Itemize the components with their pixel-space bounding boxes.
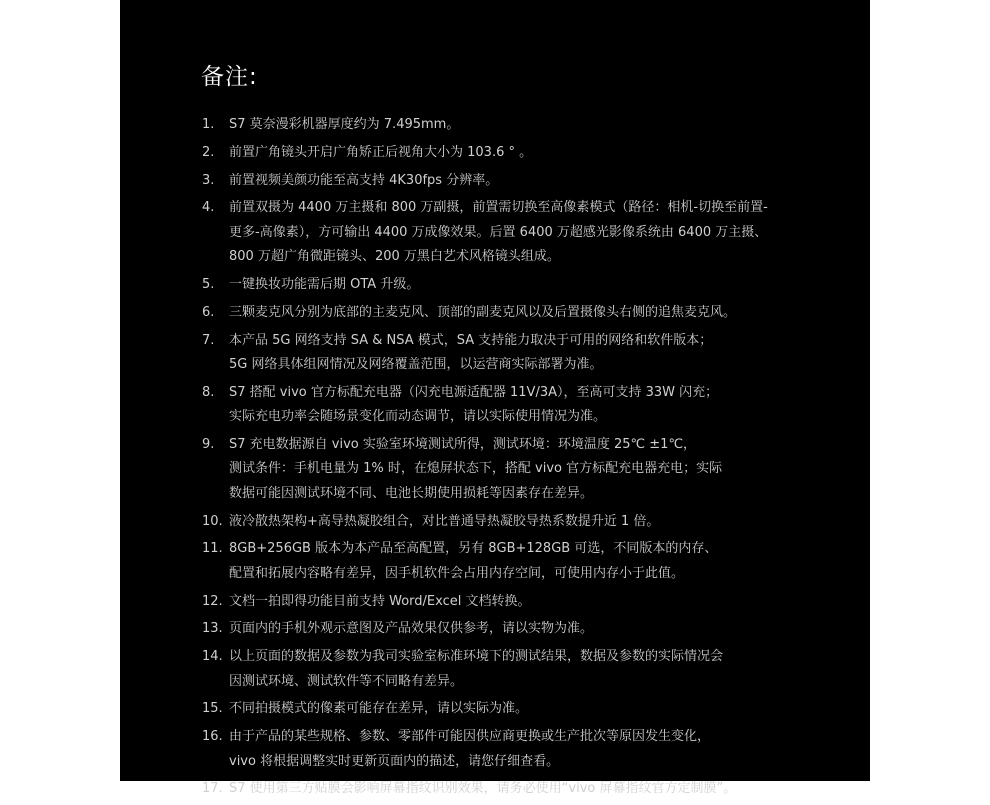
note-line: 不同拍摄模式的像素可能存在差异，请以实际为准。 bbox=[229, 701, 529, 717]
note-number: 13. bbox=[202, 621, 223, 637]
note-item bbox=[202, 113, 852, 137]
note-line: 8GB+256GB 版本为本产品至高配置，另有 8GB+128GB 可选，不同版本的内存、 bbox=[229, 541, 718, 557]
note-text bbox=[229, 617, 852, 641]
note-line: 前置广角镜头开启广角矫正后视角大小为 103.6 ° 。 bbox=[229, 144, 533, 160]
note-number: 1. bbox=[202, 117, 215, 132]
note-line: 测试条件：手机电量为 1% 时，在熄屏状态下，搭配 vivo 官方标配充电器充电；实际 bbox=[229, 461, 723, 477]
note-line: 实际充电功率会随场景变化而动态调节，请以实际使用情况为准。 bbox=[229, 409, 607, 425]
note-item bbox=[202, 777, 852, 801]
note-item bbox=[202, 273, 852, 297]
note-number: 7. bbox=[202, 332, 215, 348]
note-number: 4. bbox=[202, 200, 215, 216]
note-line: 前置视频美颜功能至高支持 4K30fps 分辨率。 bbox=[229, 172, 499, 188]
note-text bbox=[229, 433, 852, 506]
note-text bbox=[229, 590, 852, 614]
note-number: 11. bbox=[202, 541, 223, 557]
note-text bbox=[229, 169, 852, 193]
note-number: 16. bbox=[202, 729, 223, 745]
note-line: 一键换妆功能需后期 OTA 升级。 bbox=[229, 277, 420, 292]
note-line: S7 使用第三方贴膜会影响屏幕指纹识别效果，请务必使用“vivo 屏幕指纹官方定制膜”。 bbox=[229, 781, 737, 797]
note-line: vivo 将根据调整实时更新页面内的描述，请您仔细查看。 bbox=[229, 753, 560, 769]
note-item bbox=[202, 590, 852, 614]
note-line: 数据可能因测试环境不同、电池长期使用损耗等因素存在差异。 bbox=[229, 485, 594, 501]
note-number: 10. bbox=[202, 513, 223, 529]
note-number: 9. bbox=[202, 437, 215, 452]
note-item bbox=[202, 433, 852, 506]
note-line: 三颗麦克风分别为底部的主麦克风、顶部的副麦克风以及后置摄像头右侧的追焦麦克风。 bbox=[229, 304, 737, 320]
note-item bbox=[202, 645, 852, 694]
note-number: 12. bbox=[202, 593, 223, 609]
note-line: 800 万超广角微距镜头、200 万黑白艺术风格镜头组成。 bbox=[229, 249, 560, 265]
note-number: 15. bbox=[202, 701, 223, 717]
note-item bbox=[202, 617, 852, 641]
note-text bbox=[229, 301, 852, 325]
notes-title: 备注: bbox=[201, 64, 258, 90]
note-line: S7 充电数据源自 vivo 实验室环境测试所得，测试环境：环境温度 25℃ ±1℃， bbox=[229, 437, 697, 452]
note-number: 3. bbox=[202, 172, 215, 188]
note-text bbox=[229, 725, 852, 774]
note-line: S7 莫奈漫彩机器厚度约为 7.495mm。 bbox=[229, 117, 460, 132]
note-text bbox=[229, 196, 852, 269]
note-item bbox=[202, 196, 852, 269]
note-item bbox=[202, 301, 852, 325]
note-item bbox=[202, 725, 852, 774]
note-line: 前置双摄为 4400 万主摄和 800 万副摄，前置需切换至高像素模式（路径：相机-切换至前置- bbox=[229, 200, 768, 216]
notes-list bbox=[202, 113, 852, 805]
note-text bbox=[229, 510, 852, 534]
note-line: 更多-高像素），方可输出 4400 万成像效果。后置 6400 万超感光影像系统由 6400 万主摄、 bbox=[229, 224, 768, 240]
note-number: 6. bbox=[202, 304, 215, 320]
note-line: 由于产品的某些规格、参数、零部件可能因供应商更换或生产批次等原因发生变化， bbox=[229, 729, 711, 745]
note-line: 以上页面的数据及参数为我司实验室标准环境下的测试结果，数据及参数的实际情况会 bbox=[229, 649, 724, 665]
note-text bbox=[229, 537, 852, 586]
note-line: 页面内的手机外观示意图及产品效果仅供参考，请以实物为准。 bbox=[229, 621, 594, 637]
note-text bbox=[229, 329, 852, 378]
note-line: 文档一拍即得功能目前支持 Word/Excel 文档转换。 bbox=[229, 593, 531, 609]
note-text bbox=[229, 645, 852, 694]
note-item bbox=[202, 169, 852, 193]
note-item bbox=[202, 697, 852, 721]
note-line: 因测试环境、测试软件等不同略有差异。 bbox=[229, 673, 464, 689]
note-text bbox=[229, 777, 852, 801]
note-item bbox=[202, 381, 852, 430]
note-number: 17. bbox=[202, 781, 223, 797]
note-text bbox=[229, 697, 852, 721]
notes-panel bbox=[120, 0, 870, 797]
note-item bbox=[202, 329, 852, 378]
note-number: 8. bbox=[202, 384, 215, 400]
note-item bbox=[202, 141, 852, 165]
note-line: 5G 网络具体组网情况及网络覆盖范围，以运营商实际部署为准。 bbox=[229, 357, 603, 372]
note-text bbox=[229, 113, 852, 137]
note-text bbox=[229, 273, 852, 297]
note-line: 液冷散热架构+高导热凝胶组合，对比普通导热凝胶导热系数提升近 1 倍。 bbox=[229, 513, 660, 529]
note-line: 本产品 5G 网络支持 SA & NSA 模式，SA 支持能力取决于可用的网络和软件版本； bbox=[229, 332, 713, 348]
note-line: 配置和拓展内容略有差异，因手机软件会占用内存空间，可使用内存小于此值。 bbox=[229, 565, 685, 581]
note-number: 2. bbox=[202, 144, 215, 160]
note-number: 14. bbox=[202, 649, 223, 665]
note-text bbox=[229, 381, 852, 430]
note-line: S7 搭配 vivo 官方标配充电器（闪充电源适配器 11V/3A），至高可支持 33W 闪充； bbox=[229, 384, 719, 400]
note-text bbox=[229, 141, 852, 165]
note-item bbox=[202, 537, 852, 586]
note-item bbox=[202, 510, 852, 534]
note-number: 5. bbox=[202, 277, 215, 292]
